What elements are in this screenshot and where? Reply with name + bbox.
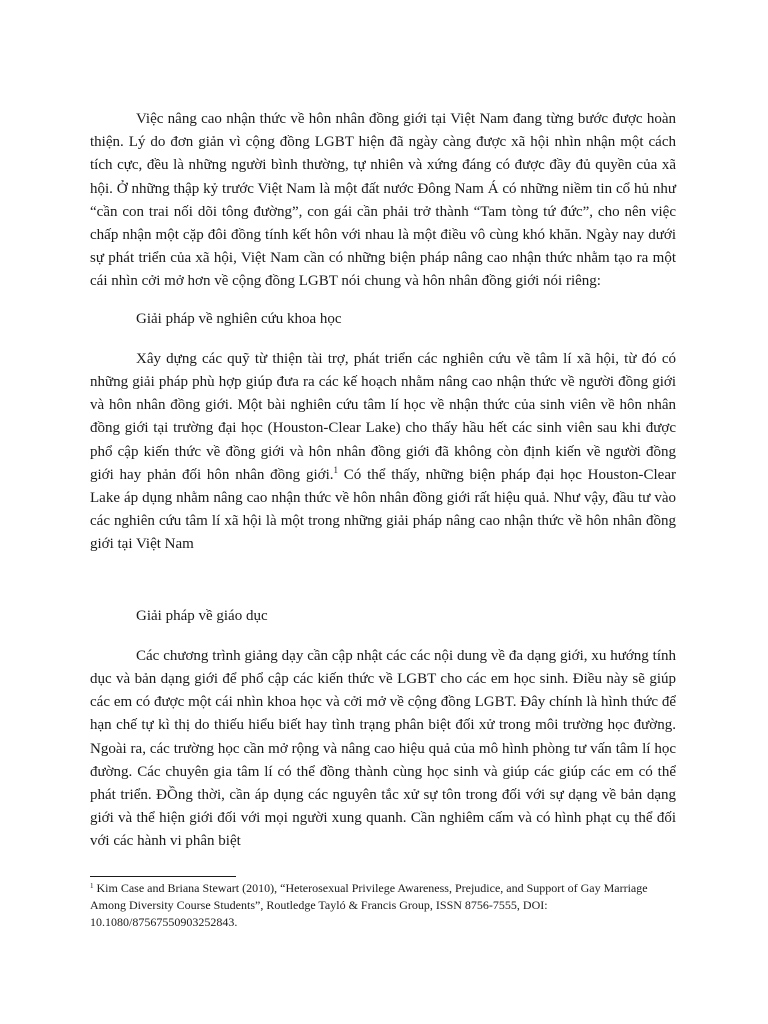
document-body [90, 108, 676, 854]
research-paragraph [90, 348, 676, 557]
footnote-marker: 1 [90, 882, 94, 890]
research-text-part2: Có thể thấy, những biện pháp đại học Houston-Clear Lake áp dụng nhằm nâng cao nhận thức về hôn nhân đồng giới rất hiệu quả. Như vậy, đầu tư vào các nghiên cứu tâm lí xã hội là một trong những giải pháp nâng cao nhận thức về hôn nhân đồng giới tại Việt Nam [90, 466, 676, 553]
footnote-reference[interactable]: 1 [333, 464, 338, 475]
section-heading-research: Giải pháp về nghiên cứu khoa học [136, 310, 342, 327]
footnote-text: Kim Case and Briana Stewart (2010), “Heterosexual Privilege Awareness, Prejudice, and Support of Gay Marriage Among Diversity Course Students”, Routledge Tayló & Francis Group, ISSN 8756-7555, DOI: 10.1080/87567550903252843. [90, 881, 648, 930]
research-text-part1: Xây dựng các quỹ từ thiện tài trợ, phát triển các nghiên cứu về tâm lí xã hội, từ đó có những giải pháp phù hợp giúp đưa ra các kế hoạch nhằm nâng cao nhận thức về người đồng giới và hôn nhân đồng giới. Một bài nghiên cứu tâm lí học về nhận thức của sinh viên về hôn nhân đồng giới tại trường đại học (Houston-Clear Lake) cho thấy hầu hết các sinh viên sau khi được phổ cập kiến thức về đồng giới và hôn nhân đồng giới đã không còn định kiến về người đồng giới hay phản đối hôn nhân đồng giới. [90, 350, 676, 483]
footnote-separator [90, 876, 236, 877]
education-paragraph: Các chương trình giảng dạy cần cập nhật các các nội dung về đa dạng giới, xu hướng tính dục và bản dạng giới để phổ cập các kiến thức về LGBT cho các em học sinh. Điều này sẽ giúp các em có được một cái nhìn khoa học và cởi mở về cộng đồng LGBT. Đây chính là hình thức để hạn chế tự kì thị do thiếu hiểu biết hay tình trạng phân biệt đối xử trong môi trường học đường. Ngoài ra, các trường học cần mở rộng và nâng cao hiệu quả của mô hình phòng tư vấn tâm lí học đường. Các chuyên gia tâm lí có thể đồng thành cùng học sinh và giúp các giúp các em có thể phát triển. ĐỒng thời, cần áp dụng các nguyên tắc xử sự tôn trong đối với sự dạng về bản dạng giới và thể hiện giới đối với mọi người xung quanh. Cần nghiêm cấm và có hình phạt cụ thể đối với các hành vi phân biệt [90, 647, 676, 850]
footnote [90, 880, 676, 932]
section-heading-education: Giải pháp về giáo dục [136, 607, 268, 624]
intro-paragraph: Việc nâng cao nhận thức về hôn nhân đồng giới tại Việt Nam đang từng bước được hoàn thiện. Lý do đơn giản vì cộng đồng LGBT hiện đã ngày càng được xã hội nhìn nhận một cách tích cực, đều là những người bình thường, tự nhiên và xứng đáng có được đầy đủ quyền của xã hội. Ở những thập kỷ trước Việt Nam là một đất nước Đông Nam Á có những niềm tin cổ hủ như “cần con trai nối dõi tông đường”, con gái cần phải trở thành “Tam tòng tứ đức”, cho nên việc chấp nhận một cặp đôi đồng tính kết hôn với nhau là một điều vô cùng khó khăn. Ngày nay dưới sự phát triển của xã hội, Việt Nam cần có những biện pháp nâng cao nhận thức nhằm tạo ra một cái nhìn cởi mở hơn về cộng đồng LGBT nói chung và hôn nhân đồng giới nói riêng: [90, 111, 676, 290]
